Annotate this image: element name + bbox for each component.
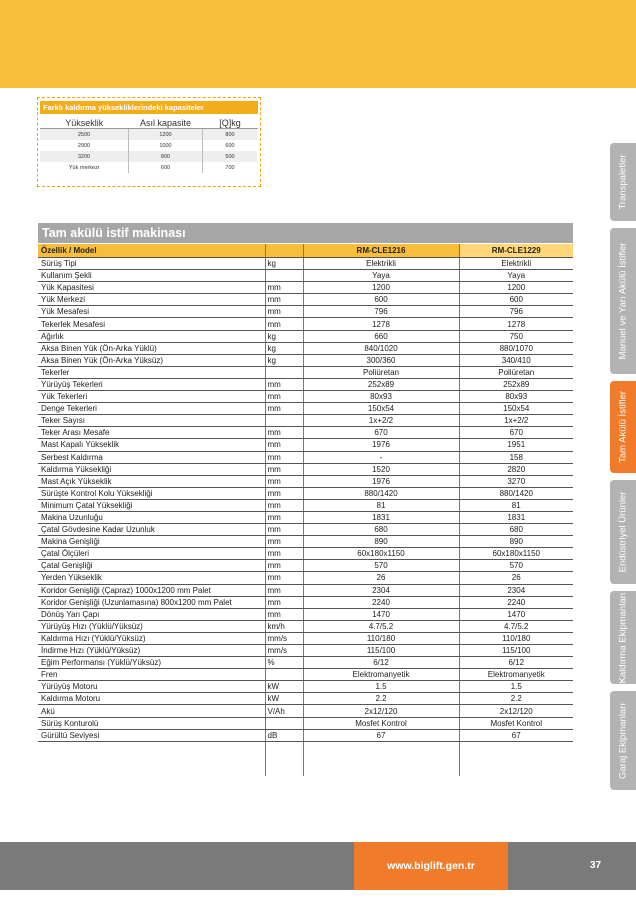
spec-value-cell: Yaya: [303, 270, 459, 282]
side-tab-label: Kaldırma Ekipmanları: [617, 592, 629, 683]
spec-feature-cell: Makina Genişliği: [38, 536, 265, 548]
spec-feature-cell: Çatal Genişliği: [38, 560, 265, 572]
spec-spacer-cell: [303, 741, 459, 776]
spec-feature-cell: Yük Kapasitesi: [38, 282, 265, 294]
spec-feature-cell: Kaldırma Yüksekliği: [38, 463, 265, 475]
spec-value-cell: 1x+2/2: [303, 415, 459, 427]
spec-unit-cell: mm/s: [265, 645, 303, 657]
spec-value-cell: 2240: [303, 596, 459, 608]
capacity-cell: 1200: [129, 129, 203, 141]
spec-value-cell: 60x180x1150: [303, 548, 459, 560]
spec-value-cell: 6/12: [459, 657, 573, 669]
spec-row: [38, 693, 573, 705]
spec-row: [38, 536, 573, 548]
spec-value-cell: Elektromanyetik: [459, 669, 573, 681]
spec-unit-cell: kg: [265, 330, 303, 342]
spec-row: [38, 463, 573, 475]
spec-value-cell: 158: [459, 451, 573, 463]
spec-feature-cell: İndirme Hızı (Yüklü/Yüksüz): [38, 645, 265, 657]
spec-spacer-cell: [38, 741, 265, 776]
spec-feature-cell: Eğim Performansı (Yüklü/Yüksüz): [38, 657, 265, 669]
spec-feature-cell: Fren: [38, 669, 265, 681]
spec-unit-cell: mm/s: [265, 632, 303, 644]
capacity-cell: 2900: [40, 140, 129, 151]
spec-feature-cell: Çatal Gövdesine Kadar Uzunluk: [38, 524, 265, 536]
spec-row: [38, 294, 573, 306]
spec-row: [38, 306, 573, 318]
spec-value-cell: 60x180x1150: [459, 548, 573, 560]
spec-unit-cell: [265, 415, 303, 427]
spec-row: [38, 475, 573, 487]
spec-value-cell: 1200: [303, 282, 459, 294]
spec-unit-cell: kW: [265, 693, 303, 705]
spec-header-cell: Özellik / Model: [38, 244, 265, 258]
spec-row: [38, 354, 573, 366]
spec-unit-cell: mm: [265, 306, 303, 318]
side-tab[interactable]: [610, 143, 636, 221]
capacity-cell: 800: [129, 151, 203, 162]
spec-row: [38, 729, 573, 741]
spec-value-cell: 570: [303, 560, 459, 572]
spec-value-cell: 2x12/120: [303, 705, 459, 717]
capacity-row: [40, 140, 258, 151]
spec-value-cell: 4.7/5.2: [459, 620, 573, 632]
spec-value-cell: 3270: [459, 475, 573, 487]
spec-value-cell: 300/360: [303, 354, 459, 366]
capacity-title: Farklı kaldırma yüksekliklerindeki kapasiteler: [40, 101, 258, 114]
spec-unit-cell: mm: [265, 294, 303, 306]
spec-value-cell: 1.5: [303, 681, 459, 693]
spec-unit-cell: [265, 669, 303, 681]
spec-feature-cell: Minimum Çatal Yüksekliği: [38, 499, 265, 511]
capacity-cell: 2500: [40, 129, 129, 141]
spec-value-cell: 570: [459, 560, 573, 572]
spec-value-cell: 1976: [303, 475, 459, 487]
spec-feature-cell: Koridor Genişliği (Uzunlamasına) 800x1200 mm Palet: [38, 596, 265, 608]
spec-header-row: [38, 244, 573, 258]
spec-unit-cell: kg: [265, 342, 303, 354]
spec-unit-cell: km/h: [265, 620, 303, 632]
spec-value-cell: -: [303, 451, 459, 463]
spec-value-cell: 115/100: [459, 645, 573, 657]
spec-row: [38, 632, 573, 644]
spec-unit-cell: mm: [265, 439, 303, 451]
spec-feature-cell: Teker Arası Mesafe: [38, 427, 265, 439]
spec-unit-cell: mm: [265, 596, 303, 608]
spec-feature-cell: Yürüyüş Tekerleri: [38, 378, 265, 390]
spec-value-cell: 1278: [303, 318, 459, 330]
spec-unit-cell: mm: [265, 282, 303, 294]
capacity-row: [40, 129, 258, 141]
spec-value-cell: 150x54: [303, 403, 459, 415]
spec-feature-cell: Sürüş Konturolü: [38, 717, 265, 729]
spec-value-cell: 1520: [303, 463, 459, 475]
spec-value-cell: Poliüretan: [303, 366, 459, 378]
spec-unit-cell: [265, 366, 303, 378]
spec-row: [38, 282, 573, 294]
side-tab[interactable]: [610, 691, 636, 790]
spec-value-cell: 796: [459, 306, 573, 318]
spec-value-cell: 880/1420: [459, 487, 573, 499]
spec-row: [38, 645, 573, 657]
spec-row: [38, 657, 573, 669]
spec-feature-cell: Kaldırma Hızı (Yüklü/Yüksüz): [38, 632, 265, 644]
spec-value-cell: 2.2: [303, 693, 459, 705]
spec-unit-cell: mm: [265, 560, 303, 572]
spec-feature-cell: Yürüyüş Motoru: [38, 681, 265, 693]
spec-value-cell: 750: [459, 330, 573, 342]
capacity-header: Yükseklik: [40, 117, 129, 129]
spec-value-cell: 80x93: [459, 391, 573, 403]
spec-row: [38, 318, 573, 330]
spec-row: [38, 705, 573, 717]
spec-value-cell: 890: [303, 536, 459, 548]
spec-value-cell: 890: [459, 536, 573, 548]
spec-feature-cell: Teker Sayısı: [38, 415, 265, 427]
spec-header-cell: RM-CLE1216: [303, 244, 459, 258]
spec-value-cell: 252x89: [303, 378, 459, 390]
spec-value-cell: 67: [303, 729, 459, 741]
spec-feature-cell: Tekerler: [38, 366, 265, 378]
spec-value-cell: 1831: [459, 511, 573, 523]
spec-value-cell: 1200: [459, 282, 573, 294]
spec-value-cell: 600: [303, 294, 459, 306]
spec-feature-cell: Dönüş Yarı Çapı: [38, 608, 265, 620]
spec-value-cell: 1.5: [459, 681, 573, 693]
spec-unit-cell: mm: [265, 536, 303, 548]
spec-unit-cell: kW: [265, 681, 303, 693]
spec-feature-cell: Kullanım Şekli: [38, 270, 265, 282]
side-tab-label: Endüstriyel Ürünler: [617, 491, 629, 573]
spec-value-cell: 840/1020: [303, 342, 459, 354]
spec-spacer-cell: [459, 741, 573, 776]
side-tab[interactable]: [610, 381, 636, 473]
spec-unit-cell: mm: [265, 487, 303, 499]
capacity-row: [40, 162, 258, 173]
side-tab-label: Transpaletler: [617, 154, 629, 210]
spec-unit-cell: mm: [265, 475, 303, 487]
spec-value-cell: Yaya: [459, 270, 573, 282]
spec-feature-cell: Kaldırma Motoru: [38, 693, 265, 705]
spec-value-cell: 2304: [459, 584, 573, 596]
spec-value-cell: 81: [303, 499, 459, 511]
spec-feature-cell: Yük Merkezi: [38, 294, 265, 306]
spec-row: [38, 378, 573, 390]
spec-unit-cell: %: [265, 657, 303, 669]
spec-value-cell: 26: [303, 572, 459, 584]
spec-unit-cell: mm: [265, 318, 303, 330]
spec-value-cell: 110/180: [303, 632, 459, 644]
spec-row: [38, 451, 573, 463]
spec-feature-cell: Makina Uzunluğu: [38, 511, 265, 523]
side-tab-label: Garaj Ekipmanları: [617, 702, 629, 779]
spec-spacer-row: [38, 741, 573, 776]
spec-value-cell: 670: [459, 427, 573, 439]
spec-row: [38, 330, 573, 342]
spec-row: [38, 524, 573, 536]
capacity-cell: 600: [203, 140, 258, 151]
capacity-cell: 600: [129, 162, 203, 173]
spec-value-cell: 67: [459, 729, 573, 741]
spec-header-cell: RM-CLE1229: [459, 244, 573, 258]
top-banner: [0, 0, 636, 88]
spec-value-cell: 680: [459, 524, 573, 536]
spec-row: [38, 584, 573, 596]
spec-value-cell: Mosfet Kontrol: [303, 717, 459, 729]
side-tab[interactable]: [610, 591, 636, 684]
spec-value-cell: 80x93: [303, 391, 459, 403]
spec-value-cell: Poliüretan: [459, 366, 573, 378]
spec-value-cell: 81: [459, 499, 573, 511]
spec-feature-cell: Koridor Genişliği (Çapraz) 1000x1200 mm Palet: [38, 584, 265, 596]
capacity-header: [Q]kg: [203, 117, 258, 129]
spec-value-cell: 6/12: [303, 657, 459, 669]
capacity-cell: 700: [203, 162, 258, 173]
spec-value-cell: 1951: [459, 439, 573, 451]
spec-feature-cell: Ağırlık: [38, 330, 265, 342]
spec-feature-cell: Mast Açık Yükseklik: [38, 475, 265, 487]
spec-feature-cell: Yerden Yükseklik: [38, 572, 265, 584]
spec-row: [38, 560, 573, 572]
capacity-cell: 800: [203, 129, 258, 141]
capacity-cell: 3200: [40, 151, 129, 162]
spec-unit-cell: mm: [265, 608, 303, 620]
spec-row: [38, 342, 573, 354]
spec-row: [38, 681, 573, 693]
spec-value-cell: Mosfet Kontrol: [459, 717, 573, 729]
spec-feature-cell: Yük Mesafesi: [38, 306, 265, 318]
spec-row: [38, 439, 573, 451]
spec-feature-cell: Yürüyüş Hızı (Yüklü/Yüksüz): [38, 620, 265, 632]
spec-row: [38, 669, 573, 681]
spec-unit-cell: kg: [265, 354, 303, 366]
spec-value-cell: 660: [303, 330, 459, 342]
spec-header-cell: [265, 244, 303, 258]
spec-unit-cell: mm: [265, 427, 303, 439]
spec-value-cell: 680: [303, 524, 459, 536]
spec-value-cell: 796: [303, 306, 459, 318]
spec-row: [38, 596, 573, 608]
spec-value-cell: 1976: [303, 439, 459, 451]
spec-value-cell: 150x54: [459, 403, 573, 415]
spec-value-cell: 26: [459, 572, 573, 584]
spec-feature-cell: Sürüş Tipi: [38, 258, 265, 270]
capacity-cell: Yük merkezi: [40, 162, 129, 173]
spec-row: [38, 366, 573, 378]
spec-row: [38, 258, 573, 270]
spec-value-cell: 880/1420: [303, 487, 459, 499]
capacity-cell: 1000: [129, 140, 203, 151]
spec-unit-cell: mm: [265, 391, 303, 403]
website-link[interactable]: www.biglift.gen.tr: [354, 842, 508, 890]
side-tab-label: Tam Akülü İstifler: [617, 391, 629, 463]
spec-value-cell: 600: [459, 294, 573, 306]
spec-feature-cell: Mast Kapalı Yükseklik: [38, 439, 265, 451]
page-number: 37: [590, 860, 602, 871]
spec-value-cell: 110/180: [459, 632, 573, 644]
capacity-table: [40, 117, 258, 173]
spec-feature-cell: Çatal Ölçüleri: [38, 548, 265, 560]
spec-value-cell: 2240: [459, 596, 573, 608]
spec-row: [38, 487, 573, 499]
spec-unit-cell: mm: [265, 584, 303, 596]
spec-spacer-cell: [265, 741, 303, 776]
spec-unit-cell: mm: [265, 403, 303, 415]
spec-unit-cell: mm: [265, 511, 303, 523]
spec-row: [38, 427, 573, 439]
spec-unit-cell: mm: [265, 548, 303, 560]
capacity-header: Asıl kapasite: [129, 117, 203, 129]
spec-value-cell: 340/410: [459, 354, 573, 366]
spec-value-cell: 4.7/5.2: [303, 620, 459, 632]
spec-row: [38, 499, 573, 511]
footer-bar: [0, 842, 636, 890]
side-tab[interactable]: [610, 228, 636, 374]
spec-feature-cell: Aksa Binen Yük (Ön-Arka Yüklü): [38, 342, 265, 354]
spec-row: [38, 548, 573, 560]
spec-value-cell: 1831: [303, 511, 459, 523]
spec-unit-cell: mm: [265, 572, 303, 584]
spec-unit-cell: mm: [265, 499, 303, 511]
spec-value-cell: Elektromanyetik: [303, 669, 459, 681]
spec-feature-cell: Denge Tekerleri: [38, 403, 265, 415]
spec-value-cell: 1470: [459, 608, 573, 620]
spec-value-cell: 1470: [303, 608, 459, 620]
spec-value-cell: 1x+2/2: [459, 415, 573, 427]
side-tab-label: Manuel ve Yarı Akülü İstifler: [617, 242, 629, 360]
spec-feature-cell: Gürültü Seviyesi: [38, 729, 265, 741]
spec-feature-cell: Aksa Binen Yük (Ön-Arka Yüksüz): [38, 354, 265, 366]
spec-row: [38, 415, 573, 427]
spec-unit-cell: [265, 717, 303, 729]
spec-value-cell: 880/1070: [459, 342, 573, 354]
capacity-box: [37, 97, 261, 187]
spec-feature-cell: Tekerlek Mesafesi: [38, 318, 265, 330]
spec-row: [38, 403, 573, 415]
side-tab[interactable]: [610, 480, 636, 584]
spec-value-cell: Elektrikli: [303, 258, 459, 270]
spec-feature-cell: Sürüşte Kontrol Kolu Yüksekliği: [38, 487, 265, 499]
spec-feature-cell: Akü: [38, 705, 265, 717]
spec-value-cell: 2.2: [459, 693, 573, 705]
spec-row: [38, 717, 573, 729]
capacity-row: [40, 151, 258, 162]
spec-value-cell: 1278: [459, 318, 573, 330]
spec-unit-cell: kg: [265, 258, 303, 270]
spec-value-cell: 2x12/120: [459, 705, 573, 717]
spec-row: [38, 391, 573, 403]
spec-unit-cell: dB: [265, 729, 303, 741]
spec-table: [38, 244, 573, 776]
spec-unit-cell: V/Ah: [265, 705, 303, 717]
spec-unit-cell: [265, 270, 303, 282]
spec-feature-cell: Serbest Kaldırma: [38, 451, 265, 463]
spec-unit-cell: mm: [265, 524, 303, 536]
spec-table-title: Tam akülü istif makinası: [38, 223, 573, 243]
spec-value-cell: 670: [303, 427, 459, 439]
capacity-cell: 500: [203, 151, 258, 162]
spec-row: [38, 620, 573, 632]
spec-value-cell: 2304: [303, 584, 459, 596]
spec-row: [38, 511, 573, 523]
spec-value-cell: 252x89: [459, 378, 573, 390]
spec-row: [38, 572, 573, 584]
spec-unit-cell: mm: [265, 378, 303, 390]
spec-row: [38, 270, 573, 282]
spec-unit-cell: mm: [265, 463, 303, 475]
spec-value-cell: Elektrikli: [459, 258, 573, 270]
spec-value-cell: 2820: [459, 463, 573, 475]
spec-unit-cell: mm: [265, 451, 303, 463]
spec-value-cell: 115/100: [303, 645, 459, 657]
spec-feature-cell: Yük Tekerleri: [38, 391, 265, 403]
spec-row: [38, 608, 573, 620]
